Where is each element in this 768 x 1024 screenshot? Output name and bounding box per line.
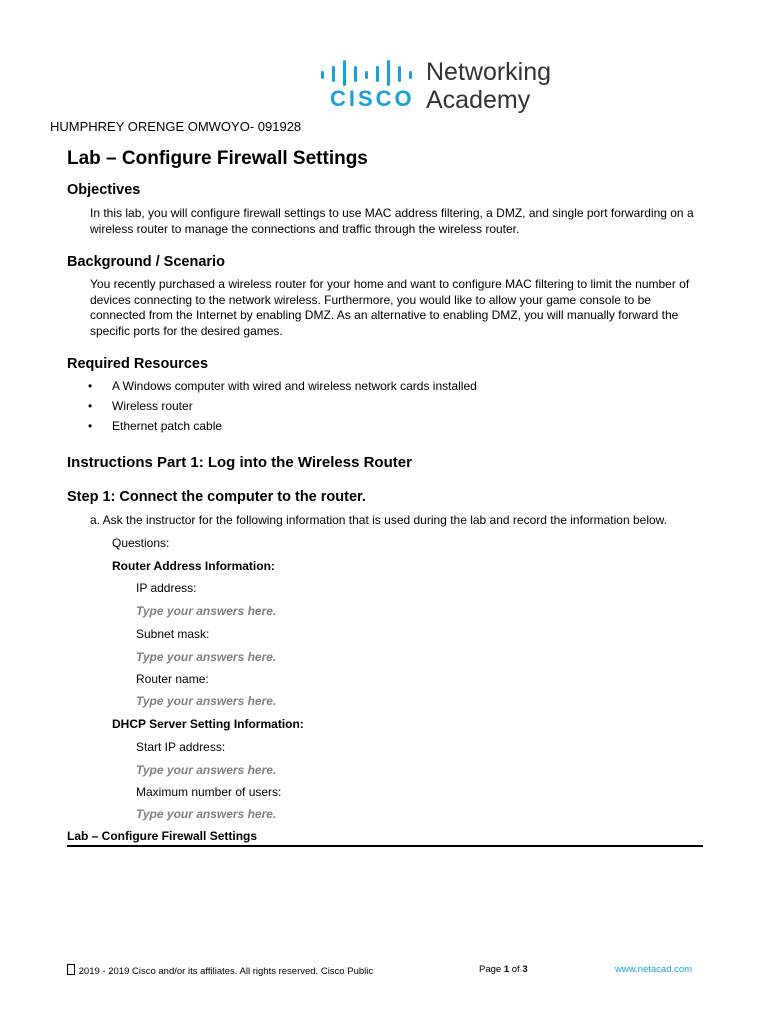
list-item: • A Windows computer with wired and wireless network cards installed	[88, 379, 477, 393]
subnet-mask-answer-field[interactable]: Type your answers here.	[136, 650, 277, 664]
list-item: • Ethernet patch cable	[88, 419, 223, 433]
background-text: You recently purchased a wireless router for your home and want to configure MAC filtering to limit the number of devices connecting to the network wireless. Furthermore, you would like to allow your game console to be connected from the Internet by enabling DMZ. As an alternative to enabling DMZ, you will manually forward the specific ports for the desired games.	[90, 277, 690, 338]
copyright-text: 2019 - 2019 Cisco and/or its affiliates. All rights reserved. Cisco Public	[67, 964, 373, 977]
logo-academy-text: Academy	[426, 86, 531, 114]
part1-heading: Instructions Part 1: Log into the Wireless Router	[67, 454, 412, 471]
background-heading: Background / Scenario	[67, 254, 225, 270]
start-ip-answer-field[interactable]: Type your answers here.	[136, 763, 277, 777]
bullet-icon: •	[88, 399, 93, 413]
router-name-answer-field[interactable]: Type your answers here.	[136, 694, 277, 708]
bullet-icon: •	[88, 379, 93, 393]
cisco-wordmark: CISCO	[330, 86, 415, 111]
dhcp-setting-heading: DHCP Server Setting Information:	[112, 717, 304, 731]
running-title: Lab – Configure Firewall Settings	[67, 829, 258, 843]
router-name-label: Router name:	[136, 672, 209, 686]
step1-heading: Step 1: Connect the computer to the router.	[67, 489, 366, 505]
ip-address-label: IP address:	[136, 581, 197, 595]
resources-list	[88, 379, 477, 439]
netacad-link[interactable]: www.netacad.com	[615, 964, 693, 975]
objectives-heading: Objectives	[67, 182, 141, 198]
page-number: Page 1 of 3	[479, 964, 528, 975]
subnet-mask-label: Subnet mask:	[136, 627, 210, 641]
max-users-answer-field[interactable]: Type your answers here.	[136, 807, 277, 821]
step1-instruction: a. Ask the instructor for the following information that is used during the lab and record the information below.	[90, 513, 667, 527]
page-title: Lab – Configure Firewall Settings	[67, 148, 368, 169]
divider	[67, 845, 703, 847]
router-address-heading: Router Address Information:	[112, 559, 275, 573]
cisco-bars-icon	[321, 60, 416, 86]
questions-label: Questions:	[112, 536, 170, 550]
bullet-icon: •	[88, 419, 93, 433]
copyright-icon	[67, 964, 75, 975]
logo-networking-text: Networking	[426, 58, 552, 86]
start-ip-label: Start IP address:	[136, 740, 226, 754]
list-item: • Wireless router	[88, 399, 193, 413]
author-line: HUMPHREY ORENGE OMWOYO- 091928	[50, 119, 302, 134]
objectives-text: In this lab, you will configure firewall settings to use MAC address filtering, a DMZ, and single port forwarding on a wireless router to manage the connections and traffic through the wireless router.	[90, 206, 694, 236]
max-users-label: Maximum number of users:	[136, 785, 282, 799]
resources-heading: Required Resources	[67, 356, 209, 372]
ip-address-answer-field[interactable]: Type your answers here.	[136, 604, 277, 618]
